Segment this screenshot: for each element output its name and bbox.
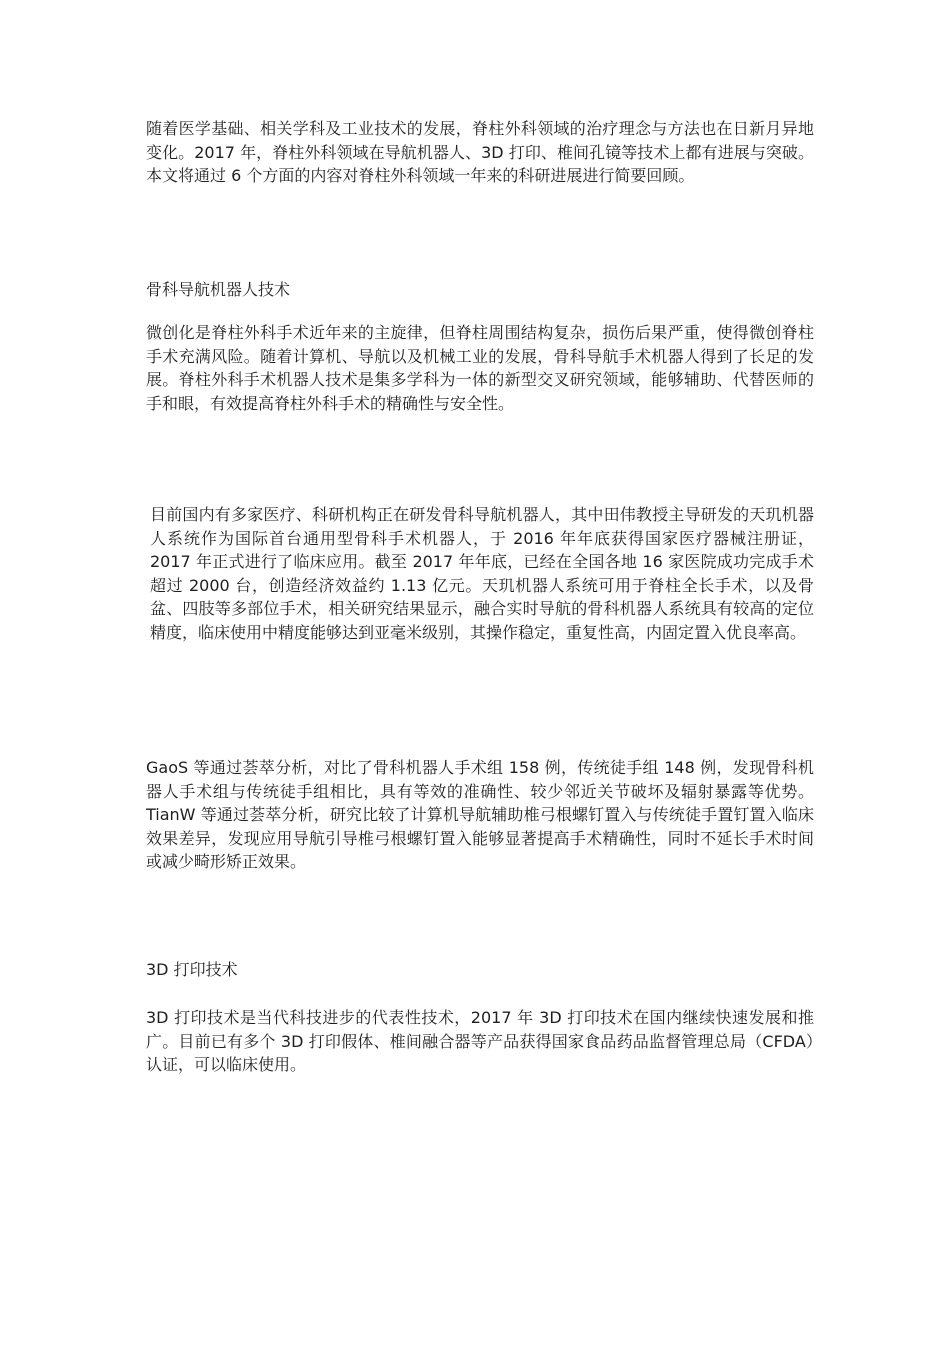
intro-paragraph: 随着医学基础、相关学科及工业技术的发展，脊柱外科领域的治疗理念与方法也在日新月异地变化。2017 年，脊柱外科领域在导航机器人、3D 打印、椎间孔镜等技术上都有进展与突破。本文将通过 6 个方面的内容对脊柱外科领域一年来的科研进展进行简要回顾。 <box>146 119 814 185</box>
body-paragraph: 目前国内有多家医疗、科研机构正在研发骨科导航机器人，其中田伟教授主导研发的天玑机器人系统作为国际首台通用型骨科手术机器人，于 2016 年年底获得国家医疗器械注册证，2017 年正式进行了临床应用。截至 2017 年年底，已经在全国各地 16 家医院成功完成手术超过 2000 台，创造经济效益约 1.13 亿元。天玑机器人系统可用于脊柱全长手术，以及骨盆、四肢等多部位手术，相关研究结果显示，融合实时导航的骨科机器人系统具有较高的定位精度，临床使用中精度能够达到亚毫米级别，其操作稳定，重复性高，内固定置入优良率高。 <box>150 505 814 642</box>
body-paragraph: GaoS 等通过荟萃分析，对比了骨科机器人手术组 158 例，传统徒手组 148 例，发现骨科机器人手术组与传统徒手组相比，具有等效的准确性、较少邻近关节破坏及辐射暴露等优势。TianW 等通过荟萃分析，研究比较了计算机导航辅助椎弓根螺钉置入与传统徒手置钉置入临床效果差异，发现应用导航引导椎弓根螺钉置入能够显著提高手术精确性，同时不延长手术时间或减少畸形矫正效果。 <box>146 758 814 871</box>
section-heading-3d-printing: 3D 打印技术 <box>146 960 238 979</box>
body-paragraph: 微创化是脊柱外科手术近年来的主旋律，但脊柱周围结构复杂，损伤后果严重，使得微创脊柱手术充满风险。随着计算机、导航以及机械工业的发展，骨科导航手术机器人得到了长足的发展。脊柱外科手术机器人技术是集多学科为一体的新型交叉研究领域，能够辅助、代替医师的手和眼，有效提高脊柱外科手术的精确性与安全性。 <box>146 323 814 413</box>
section-heading-navigation-robot: 骨科导航机器人技术 <box>146 280 291 299</box>
body-paragraph: 3D 打印技术是当代科技进步的代表性技术，2017 年 3D 打印技术在国内继续快速发展和推广。目前已有多个 3D 打印假体、椎间融合器等产品获得国家食品药品监督管理总局（CFDA）认证，可以临床使用。 <box>146 1008 814 1074</box>
